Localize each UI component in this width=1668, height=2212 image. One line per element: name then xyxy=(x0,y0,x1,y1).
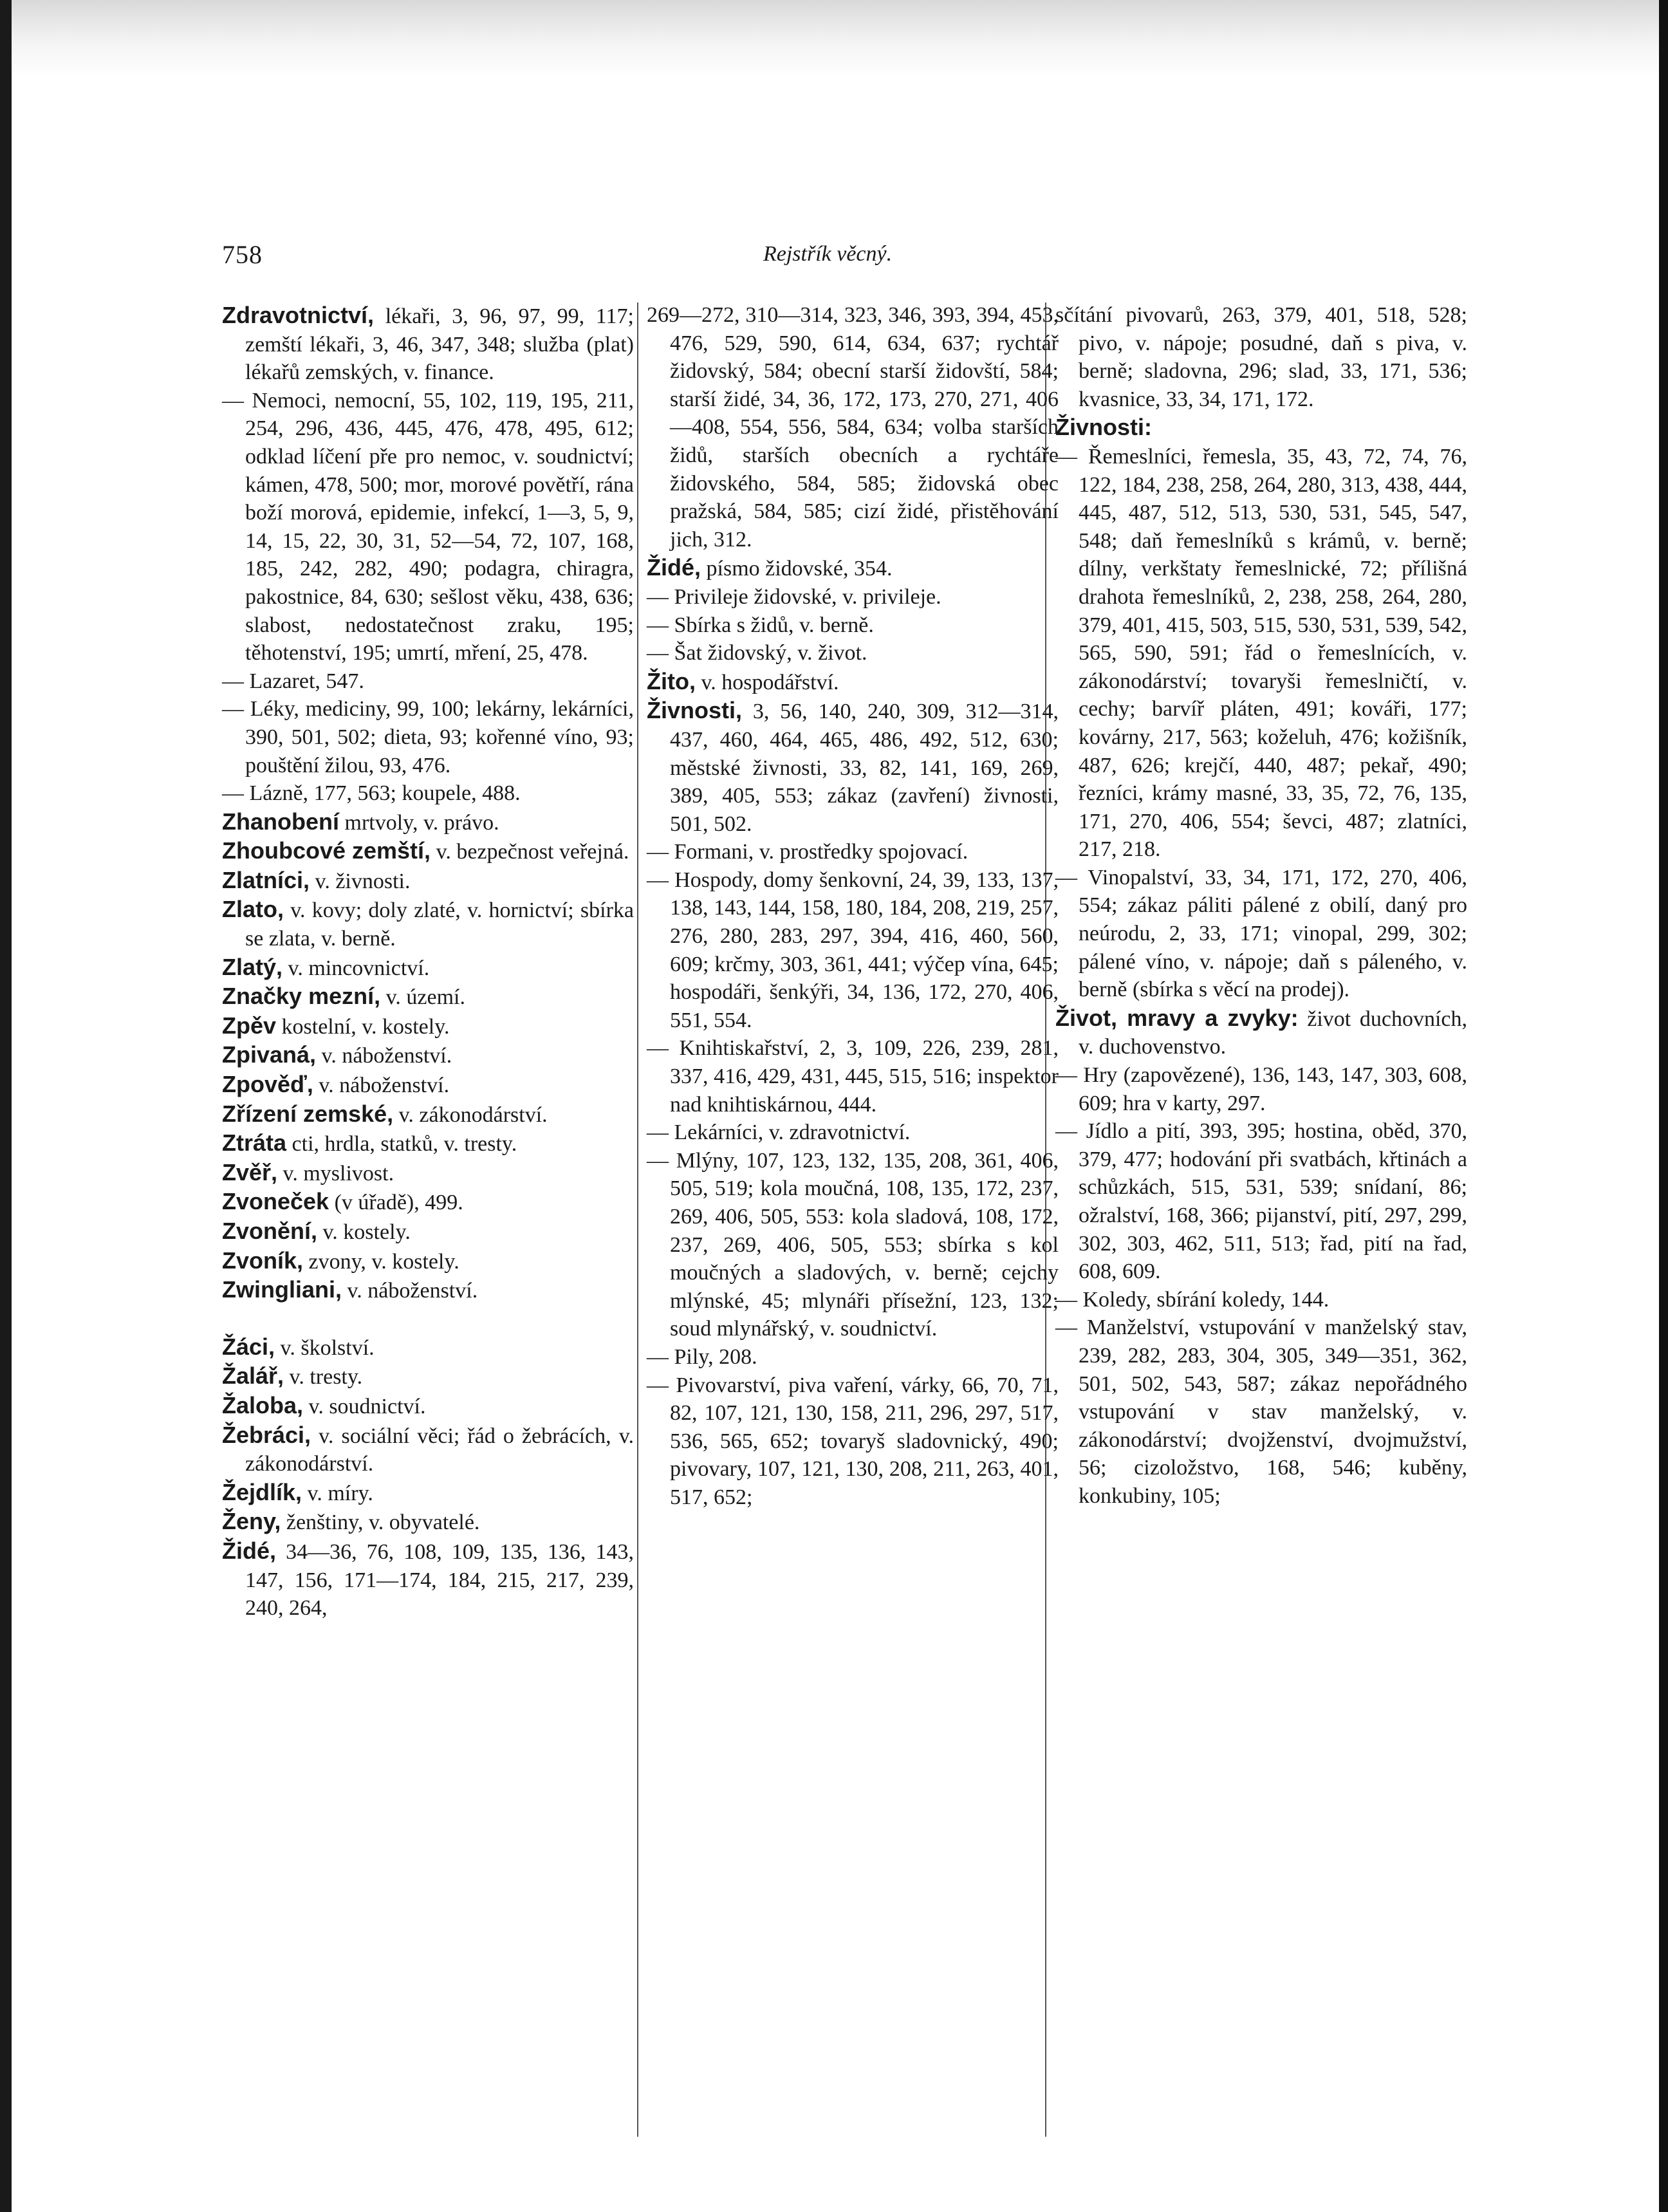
index-entry-text: — Pily, 208. xyxy=(647,1344,757,1369)
index-subentry xyxy=(1055,864,1467,1004)
index-subentry xyxy=(647,611,1059,640)
index-headword: Zpivaná, xyxy=(222,1041,317,1068)
index-headword: Živnosti, xyxy=(647,697,743,724)
page-number: 758 xyxy=(222,240,263,269)
index-entry-text: písmo židovské, 354. xyxy=(701,557,893,581)
index-entry-text: — Knihtiskařství, 2, 3, 109, 226, 239, 281, 337, 416, 429, 431, 445, 515, 516; inspektor nad knihtiskárnou, 444. xyxy=(647,1036,1059,1117)
index-entry xyxy=(222,1187,634,1217)
index-headword: Zvonění, xyxy=(222,1218,318,1244)
index-headword: Židé, xyxy=(647,554,701,581)
index-entry xyxy=(222,1421,634,1478)
index-entry xyxy=(222,1129,634,1158)
index-entry xyxy=(222,982,634,1012)
index-entry-text: v. školství. xyxy=(275,1335,375,1360)
index-entry-text: — Vinopalství, 33, 34, 171, 172, 270, 406, 554; zákaz páliti pálené z obilí, daný pro neúrodu, 2, 33, 171; vinopal, 299, 302; pálené víno, v. nápoje; daň s páleného, v. berně (sbírka s věcí na prodej). xyxy=(1055,865,1467,1002)
index-entry xyxy=(222,1478,634,1508)
index-headword: Žejdlík, xyxy=(222,1478,302,1505)
index-headword: Žaloba, xyxy=(222,1391,304,1418)
index-entry-text: v. zákonodárství. xyxy=(393,1102,548,1127)
index-entry xyxy=(222,1537,634,1622)
index-subentry xyxy=(222,779,634,808)
index-headword: Zdravotnictví, xyxy=(222,302,375,328)
index-entry-text: 269—272, 310—314, 323, 346, 393, 394, 453, 476, 529, 590, 614, 634, 637; rychtář židovský, 584; obecní starší židovští, 584; starší židé, 34, 36, 172, 173, 270, 271, 406—408, 554, 556, 584, 634; volba starších židů, starších obecních a rychtáře židovského, 584, 585; židovská obec pražská, 584, 585; cizí židé, přistěhování jich, 312. xyxy=(647,303,1059,552)
index-headword: Zhoubcové zemští, xyxy=(222,837,431,864)
index-entry-text: v. náboženství. xyxy=(316,1044,452,1068)
index-headword: Židé, xyxy=(222,1537,277,1564)
index-headword: Žalář, xyxy=(222,1362,284,1389)
index-entry-text: v. myslivost. xyxy=(277,1161,394,1185)
index-entry-text: kostelní, v. kostely. xyxy=(276,1014,450,1039)
index-entry-text: v. sociální věci; řád o žebrácích, v. zákonodárství. xyxy=(245,1424,634,1476)
index-headword: Ženy, xyxy=(222,1508,281,1535)
index-entry-text: v. náboženství. xyxy=(342,1279,478,1303)
index-entry-text: — Formani, v. prostředky spojovací. xyxy=(647,840,968,864)
index-headword: Zpěv xyxy=(222,1012,277,1039)
scan-edge-left xyxy=(0,0,12,2212)
index-entry-text: v. území. xyxy=(380,985,465,1010)
index-entry-text: — Koledy, sbírání koledy, 144. xyxy=(1055,1287,1330,1312)
index-subentry xyxy=(1055,1286,1467,1314)
index-subentry xyxy=(222,695,634,779)
index-entry xyxy=(222,1247,634,1276)
index-headword: Zvěř, xyxy=(222,1158,278,1185)
index-entry-text: v. kostely. xyxy=(317,1220,411,1244)
index-headword: Zřízení zemské, xyxy=(222,1100,394,1127)
index-entry-text: v. kovy; doly zlaté, v. hornictví; sbírka se zlata, v. berně. xyxy=(245,898,634,951)
index-entry-text: — Lazaret, 547. xyxy=(222,669,364,693)
index-subentry xyxy=(222,667,634,696)
index-headword: Zlatý, xyxy=(222,953,283,980)
index-entry xyxy=(647,696,1059,838)
index-subentry xyxy=(647,1119,1059,1147)
index-headword: Zhanobení xyxy=(222,808,339,835)
index-headword: Zvoneček xyxy=(222,1188,329,1215)
index-headword: Ztráta xyxy=(222,1129,287,1157)
index-entry xyxy=(1055,301,1467,413)
section-gap xyxy=(222,1305,634,1333)
running-head: Rejstřík věcný. xyxy=(763,242,893,266)
index-entry xyxy=(222,1100,634,1129)
index-headword: Zvoník, xyxy=(222,1247,304,1274)
index-entry xyxy=(222,1012,634,1041)
index-entry-text: — Nemoci, nemocní, 55, 102, 119, 195, 211, 254, 296, 436, 445, 476, 478, 495, 612; odklad líčení pře pro nemoc, v. soudnictví; kámen, 478, 500; mor, morové povětří, rána boží morová, epidemie, infekcí, 1—3, 5, 9, 14, 15, 22, 30, 31, 52—54, 72, 107, 168, 185, 242, 282, 490; podagra, chiragra, pakostnice, 84, 630; sešlost věku, 438, 636; slabost, nedostatečnost zraku, 195; těhotenství, 195; umrtí, mření, 25, 478. xyxy=(222,388,634,665)
index-entry-text: život duchovních, v. duchovenstvo. xyxy=(1079,1007,1467,1059)
column-rule xyxy=(637,302,638,2137)
index-headword: Žito, xyxy=(647,667,696,694)
index-entry-text: — Šat židovský, v. život. xyxy=(647,641,867,665)
index-entry xyxy=(222,808,634,837)
index-headword: Zpověď, xyxy=(222,1071,313,1098)
index-entry-text: mrtvoly, v. právo. xyxy=(339,810,499,835)
index-subentry xyxy=(647,1343,1059,1371)
index-entry-text: v. bezpečnost veřejná. xyxy=(431,840,629,864)
index-entry xyxy=(222,1158,634,1188)
index-subentry xyxy=(647,866,1059,1035)
index-column-3 xyxy=(1055,301,1467,1510)
index-entry xyxy=(1055,1004,1467,1061)
index-entry xyxy=(222,1276,634,1305)
index-entry-text: — Mlýny, 107, 123, 132, 135, 208, 361, 406, 505, 519; kola moučná, 108, 135, 172, 237, 269, 406, 505, 553: kola sladová, 108, 172, 237, 269, 406, 505, 553; sbírka s kol moučných a sladových, v. berně; cejchy mlýnské, 45; mlynáři přísežní, 123, 132; soud mlynářský, v. soudnictví. xyxy=(647,1148,1059,1341)
index-headword: Zlatníci, xyxy=(222,866,310,893)
index-subentry xyxy=(647,1147,1059,1343)
index-entry xyxy=(222,837,634,866)
index-entry-text: sčítání pivovarů, 263, 379, 401, 518, 528; pivo, v. nápoje; posudné, daň s piva, v. berně; sladovna, 296; slad, 33, 171, 536; kvasnice, 33, 34, 171, 172. xyxy=(1055,303,1467,411)
index-entry xyxy=(222,866,634,896)
index-entry-text: v. mincovnictví. xyxy=(283,956,430,980)
index-subentry xyxy=(1055,443,1467,864)
index-entry-text: — Sbírka s židů, v. berně. xyxy=(647,613,874,637)
index-entry xyxy=(222,1041,634,1070)
index-entry-text: v. tresty. xyxy=(284,1365,363,1389)
index-entry-text: v. živnosti. xyxy=(310,869,411,893)
index-headword: Život, mravy a zvyky: xyxy=(1055,1004,1299,1031)
index-entry xyxy=(222,1333,634,1362)
index-subentry xyxy=(1055,1061,1467,1117)
index-subentry xyxy=(647,583,1059,611)
index-entry-text: 3, 56, 140, 240, 309, 312—314, 437, 460, 464, 465, 486, 492, 512, 630; městské živnosti, 33, 82, 141, 169, 269, 389, 405, 553; zákaz (zavření) živnosti, 501, 502. xyxy=(670,700,1059,836)
index-subentry xyxy=(1055,1117,1467,1286)
index-entry xyxy=(222,301,634,387)
index-column-2 xyxy=(647,301,1059,1512)
index-subentry xyxy=(647,1034,1059,1119)
index-entry xyxy=(647,553,1059,583)
index-entry-text: — Pivovarství, piva vaření, várky, 66, 70, 71, 82, 107, 121, 130, 158, 211, 296, 297, 517, 536, 565, 652; tovaryš sladovnický, 490; pivovary, 107, 121, 130, 208, 211, 263, 401, 517, 652; xyxy=(647,1373,1059,1509)
scan-edge-right xyxy=(1659,0,1668,2212)
index-headword: Žebráci, xyxy=(222,1421,311,1448)
index-entry-text: 34—36, 76, 108, 109, 135, 136, 143, 147, 156, 171—174, 184, 215, 217, 239, 240, 264, xyxy=(245,1539,634,1621)
index-entry-text: — Hospody, domy šenkovní, 24, 39, 133, 137, 138, 143, 144, 158, 180, 184, 208, 219, 257, 276, 280, 283, 297, 394, 416, 460, 560, 609; krčmy, 303, 361, 441; výčep vína, 645; hospodáři, šenkýři, 34, 136, 172, 270, 406, 551, 554. xyxy=(647,868,1059,1032)
index-headword: Žáci, xyxy=(222,1333,275,1360)
index-entry-text: zvony, v. kostely. xyxy=(303,1249,459,1274)
index-entry xyxy=(647,667,1059,697)
index-entry-text: v. náboženství. xyxy=(313,1073,450,1098)
index-entry-text: v. hospodářství. xyxy=(695,670,839,694)
index-entry-text: ženštiny, v. obyvatelé. xyxy=(281,1510,480,1535)
index-subentry xyxy=(647,639,1059,667)
index-entry-text: v. míry. xyxy=(302,1481,373,1505)
index-entry-text: — Privileje židovské, v. privileje. xyxy=(647,584,941,609)
index-headword: Zlato, xyxy=(222,896,284,923)
index-entry-text: cti, hrdla, statků, v. tresty. xyxy=(286,1132,517,1157)
index-entry xyxy=(1055,413,1467,443)
index-entry-text: — Hry (zapovězené), 136, 143, 147, 303, 608, 609; hra v karty, 297. xyxy=(1055,1063,1467,1115)
index-headword: Značky mezní, xyxy=(222,983,381,1010)
index-column-1 xyxy=(222,301,634,1622)
index-entry xyxy=(222,1391,634,1421)
index-subentry xyxy=(222,387,634,667)
index-entry xyxy=(222,1217,634,1247)
index-entry-text: lékaři, 3, 96, 97, 99, 117; zemští lékaři, 3, 46, 347, 348; služba (plat) lékařů zemských, v. finance. xyxy=(245,304,634,385)
index-headword: Živnosti: xyxy=(1055,414,1152,441)
index-entry-text: — Lázně, 177, 563; koupele, 488. xyxy=(222,781,521,806)
index-entry-text: — Léky, mediciny, 99, 100; lekárny, lekárníci, 390, 501, 502; dieta, 93; kořenné víno, 93; pouštění žilou, 93, 476. xyxy=(222,697,634,777)
index-entry-text: — Manželství, vstupování v manželský stav, 239, 282, 283, 304, 305, 349—351, 362, 501, 502, 543, 587; zákaz nepořádného vstupování v stav manželský, v. zákonodárství; dvojženství, dvojmužství, 56; cizoložstvo, 168, 546; kuběny, konkubiny, 105; xyxy=(1055,1315,1467,1508)
index-entry-text: v. soudnictví. xyxy=(303,1394,426,1418)
index-entry-text: — Jídlo a pití, 393, 395; hostina, oběd, 370, 379, 477; hodování při svatbách, křtinách a schůzkách, 515, 531, 539; snídaní, 86; ožralství, 168, 366; pijanství, pití, 297, 299, 302, 303, 462, 511, 513; řad, pití na řad, 608, 609. xyxy=(1055,1119,1467,1284)
index-entry-text: — Řemeslníci, řemesla, 35, 43, 72, 74, 76, 122, 184, 238, 258, 264, 280, 313, 438, 444, 445, 487, 512, 513, 530, 531, 545, 547, 548; daň řemeslníků s krámů, v. berně; dílny, verkštaty řemeslnické, 72; přílišná drahota řemeslníků, 2, 238, 258, 264, 280, 379, 401, 415, 503, 515, 530, 531, 539, 542, 565, 590, 591; řád o řemeslnících, v. zákonodárství; tovaryši řemeslničtí, v. cechy; barvíř pláten, 491; kováři, 177; kovárny, 217, 563; koželuh, 476; kožišník, 487, 626; krejčí, 440, 487; pekař, 490; řezníci, krámy masné, 33, 35, 72, 76, 135, 171, 270, 406, 554; ševci, 487; zlatníci, 217, 218. xyxy=(1055,444,1467,862)
index-entry xyxy=(647,301,1059,553)
index-entry xyxy=(222,1362,634,1391)
index-subentry xyxy=(647,1371,1059,1512)
index-entry xyxy=(222,895,634,953)
index-entry-text: — Lekárníci, v. zdravotnictví. xyxy=(647,1120,911,1145)
index-entry-text: (v úřadě), 499. xyxy=(329,1191,463,1215)
index-subentry xyxy=(647,838,1059,866)
index-entry xyxy=(222,1070,634,1100)
index-headword: Zwingliani, xyxy=(222,1276,342,1303)
index-entry xyxy=(222,953,634,983)
index-entry xyxy=(222,1507,634,1537)
scan-shadow-top xyxy=(0,0,1668,77)
index-subentry xyxy=(1055,1314,1467,1510)
